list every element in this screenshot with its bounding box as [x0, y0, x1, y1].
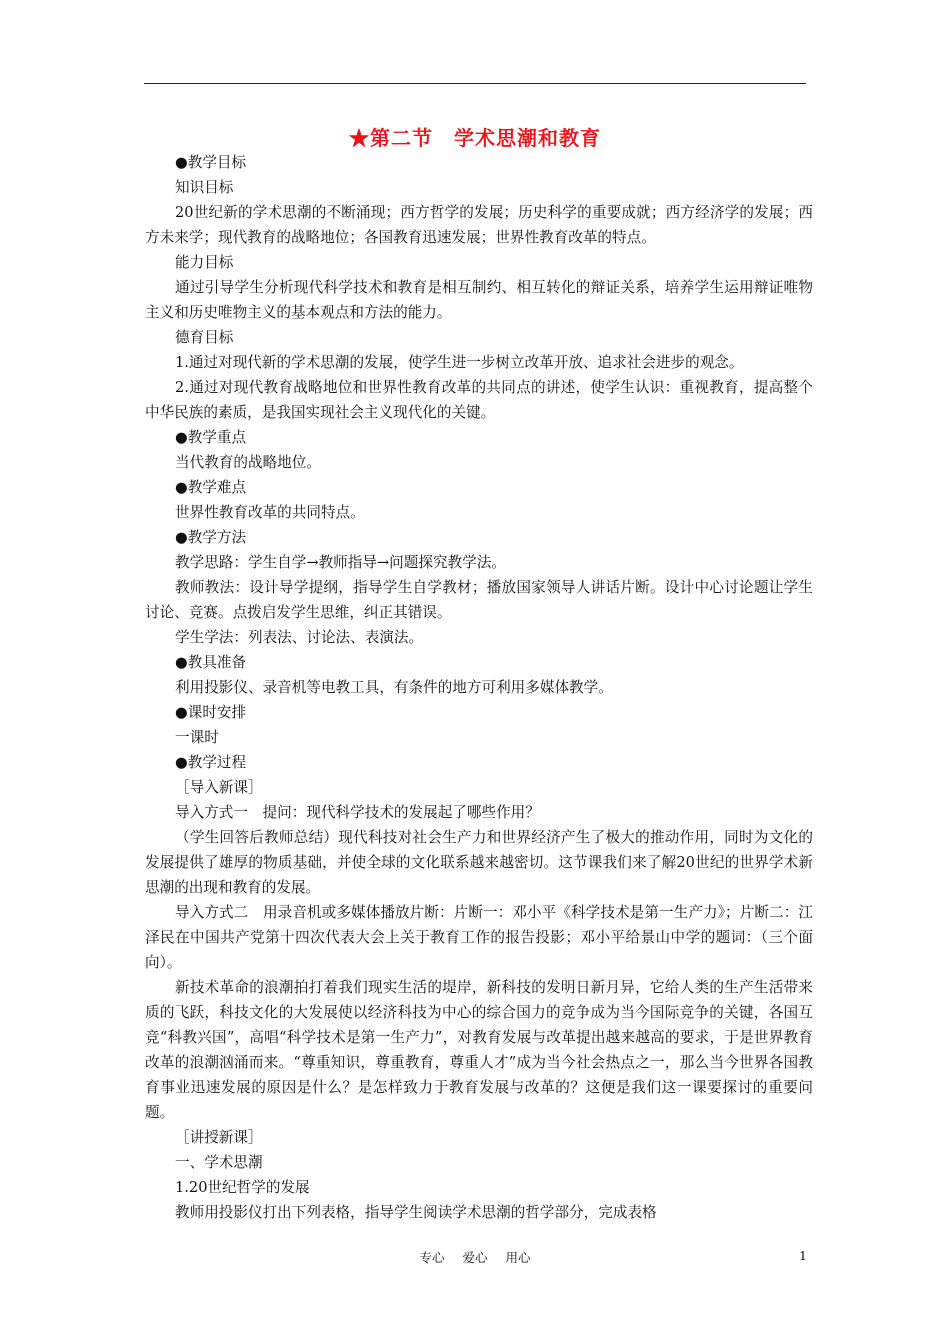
paragraph: 能力目标 — [175, 254, 234, 271]
paragraph: ●教学方法 — [175, 529, 247, 546]
footer-motto: 专心 爱心 用心 — [419, 1250, 531, 1265]
paragraph: 教师教法：设计导学提纲，指导学生自学教材；播放国家领导人讲话片断。设计中心讨论题让学生讨论、竞赛。点拨启发学生思维，纠正其错误。 — [145, 579, 813, 621]
paragraph: ●教学过程 — [175, 754, 247, 771]
paragraph: 导入方式一 提问：现代科学技术的发展起了哪些作用？ — [175, 804, 540, 821]
header-rule — [144, 83, 806, 84]
paragraph: 学生学法：列表法、讨论法、表演法。 — [175, 629, 424, 646]
paragraph: 德育目标 — [175, 329, 234, 346]
paragraph: （学生回答后教师总结）现代科技对社会生产力和世界经济产生了极大的推动作用，同时为文化的发展提供了雄厚的物质基础，并使全球的文化联系越来越密切。这节课我们来了解20世纪的世界学术新思潮的出现和教育的发展。 — [145, 829, 813, 896]
paragraph: ［导入新课］ — [175, 779, 263, 796]
paragraph: 导入方式二 用录音机或多媒体播放片断：片断一：邓小平《科学技术是第一生产力》；片断二：江泽民在中国共产党第十四次代表大会上关于教育工作的报告投影；邓小平给景山中学的题词：（三个面向）。 — [145, 904, 813, 971]
paragraph: 知识目标 — [175, 179, 234, 196]
paragraph: ●教学难点 — [175, 479, 247, 496]
paragraph: ●课时安排 — [175, 704, 247, 721]
paragraph: ●教学重点 — [175, 429, 247, 446]
document-body — [145, 150, 813, 1225]
paragraph: 1.通过对现代新的学术思潮的发展，使学生进一步树立改革开放、追求社会进步的观念。 — [175, 354, 744, 371]
paragraph: 1.20世纪哲学的发展 — [175, 1179, 310, 1196]
paragraph: 新技术革命的浪潮拍打着我们现实生活的堤岸，新科技的发明日新月异，它给人类的生产生活带来质的飞跃，科技文化的大发展使以经济科技为中心的综合国力的竞争成为当今国际竞争的关键，各国互竞“科教兴国”，高唱“科学技术是第一生产力”，对教育发展与改革提出越来越高的要求，于是世界教育改革的浪潮汹涌而来。“尊重知识，尊重教育，尊重人才”成为当今社会热点之一，那么当今世界各国教育事业迅速发展的原因是什么？是怎样致力于教育发展与改革的？这便是我们这一课要探讨的重要问题。 — [145, 979, 813, 1121]
paragraph: ●教学目标 — [175, 154, 247, 171]
paragraph: 一、学术思潮 — [175, 1154, 263, 1171]
paragraph: 世界性教育改革的共同特点。 — [175, 504, 365, 521]
section-title: ★第二节 学术思潮和教育 — [349, 126, 601, 150]
paragraph: 教师用投影仪打出下列表格，指导学生阅读学术思潮的哲学部分，完成表格 — [175, 1204, 657, 1221]
paragraph: 通过引导学生分析现代科学技术和教育是相互制约、相互转化的辩证关系，培养学生运用辩证唯物主义和历史唯物主义的基本观点和方法的能力。 — [145, 279, 813, 321]
paragraph: 教学思路：学生自学→教师指导→问题探究教学法。 — [175, 554, 506, 571]
page-number: 1 — [799, 1248, 807, 1263]
paragraph: 一课时 — [175, 729, 219, 746]
paragraph: ［讲授新课］ — [175, 1129, 263, 1146]
paragraph: 20世纪新的学术思潮的不断涌现；西方哲学的发展；历史科学的重要成就；西方经济学的发展；西方未来学；现代教育的战略地位；各国教育迅速发展；世界性教育改革的特点。 — [145, 204, 813, 246]
paragraph: 当代教育的战略地位。 — [175, 454, 321, 471]
paragraph: 利用投影仪、录音机等电教工具，有条件的地方可利用多媒体教学。 — [175, 679, 613, 696]
paragraph: 2.通过对现代教育战略地位和世界性教育改革的共同点的讲述，使学生认识：重视教育，提高整个中华民族的素质，是我国实现社会主义现代化的关键。 — [145, 379, 813, 421]
paragraph: ●教具准备 — [175, 654, 247, 671]
